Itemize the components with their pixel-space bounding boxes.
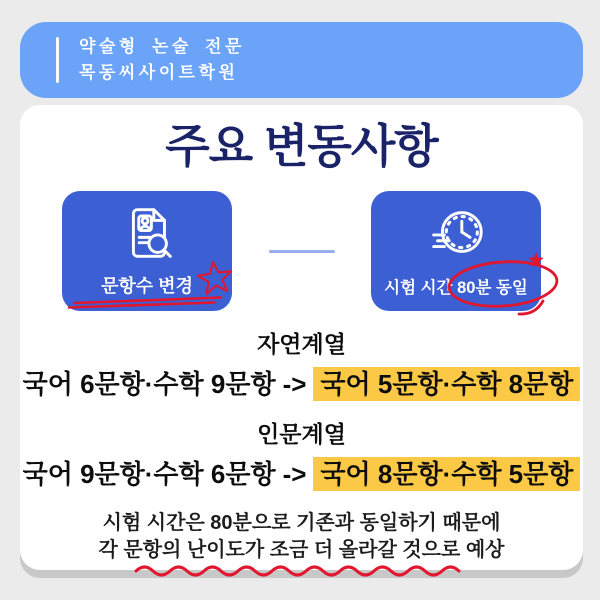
tiles-row	[20, 191, 583, 311]
small-star-icon	[528, 252, 544, 268]
section-line-humanities	[20, 454, 583, 491]
wavy-underline-scribble	[134, 563, 470, 577]
main-card	[20, 105, 583, 570]
tile-exam-time	[371, 191, 541, 311]
section-heading-humanities: 인문계열	[257, 421, 346, 447]
circled-text: 80분 동일	[457, 274, 528, 298]
arrow-text: ->	[282, 459, 307, 489]
banner-text	[79, 34, 245, 86]
tile-question-count	[62, 191, 232, 311]
science-before: 국어 6문항·수학 9문항	[22, 369, 276, 399]
arrow-text: ->	[282, 369, 307, 399]
tile-exam-time-label: 시험 시간 80분 동일	[371, 274, 541, 298]
double-underline-scribble	[67, 295, 227, 309]
star-scribble-icon	[194, 257, 237, 300]
banner-accent-bar	[56, 37, 59, 83]
science-after-highlight: 국어 5문항·수학 8문항	[313, 367, 580, 401]
banner-line1: 약술형 논술 전문	[79, 37, 245, 56]
section-heading-science: 자연계열	[257, 331, 346, 357]
section-line-science	[20, 364, 583, 401]
banner-line2: 목동씨사이트학원	[79, 63, 239, 82]
note-line1: 시험 시간은 80분으로 기존과 동일하기 때문에	[102, 512, 501, 534]
document-search-icon	[114, 200, 180, 266]
page-title: 주요 변동사항	[165, 120, 438, 172]
divider-line	[269, 250, 335, 253]
humanities-before: 국어 9문항·수학 6문항	[22, 459, 276, 489]
note-text	[20, 510, 583, 577]
tile-question-count-label: 문항수 변경	[101, 276, 193, 296]
header-banner	[20, 22, 583, 98]
humanities-after-highlight: 국어 8문항·수학 5문항	[313, 457, 580, 491]
clock-icon	[423, 200, 489, 266]
note-line2: 각 문항의 난이도가 조금 더 올라갈 것으로 예상	[98, 539, 505, 561]
